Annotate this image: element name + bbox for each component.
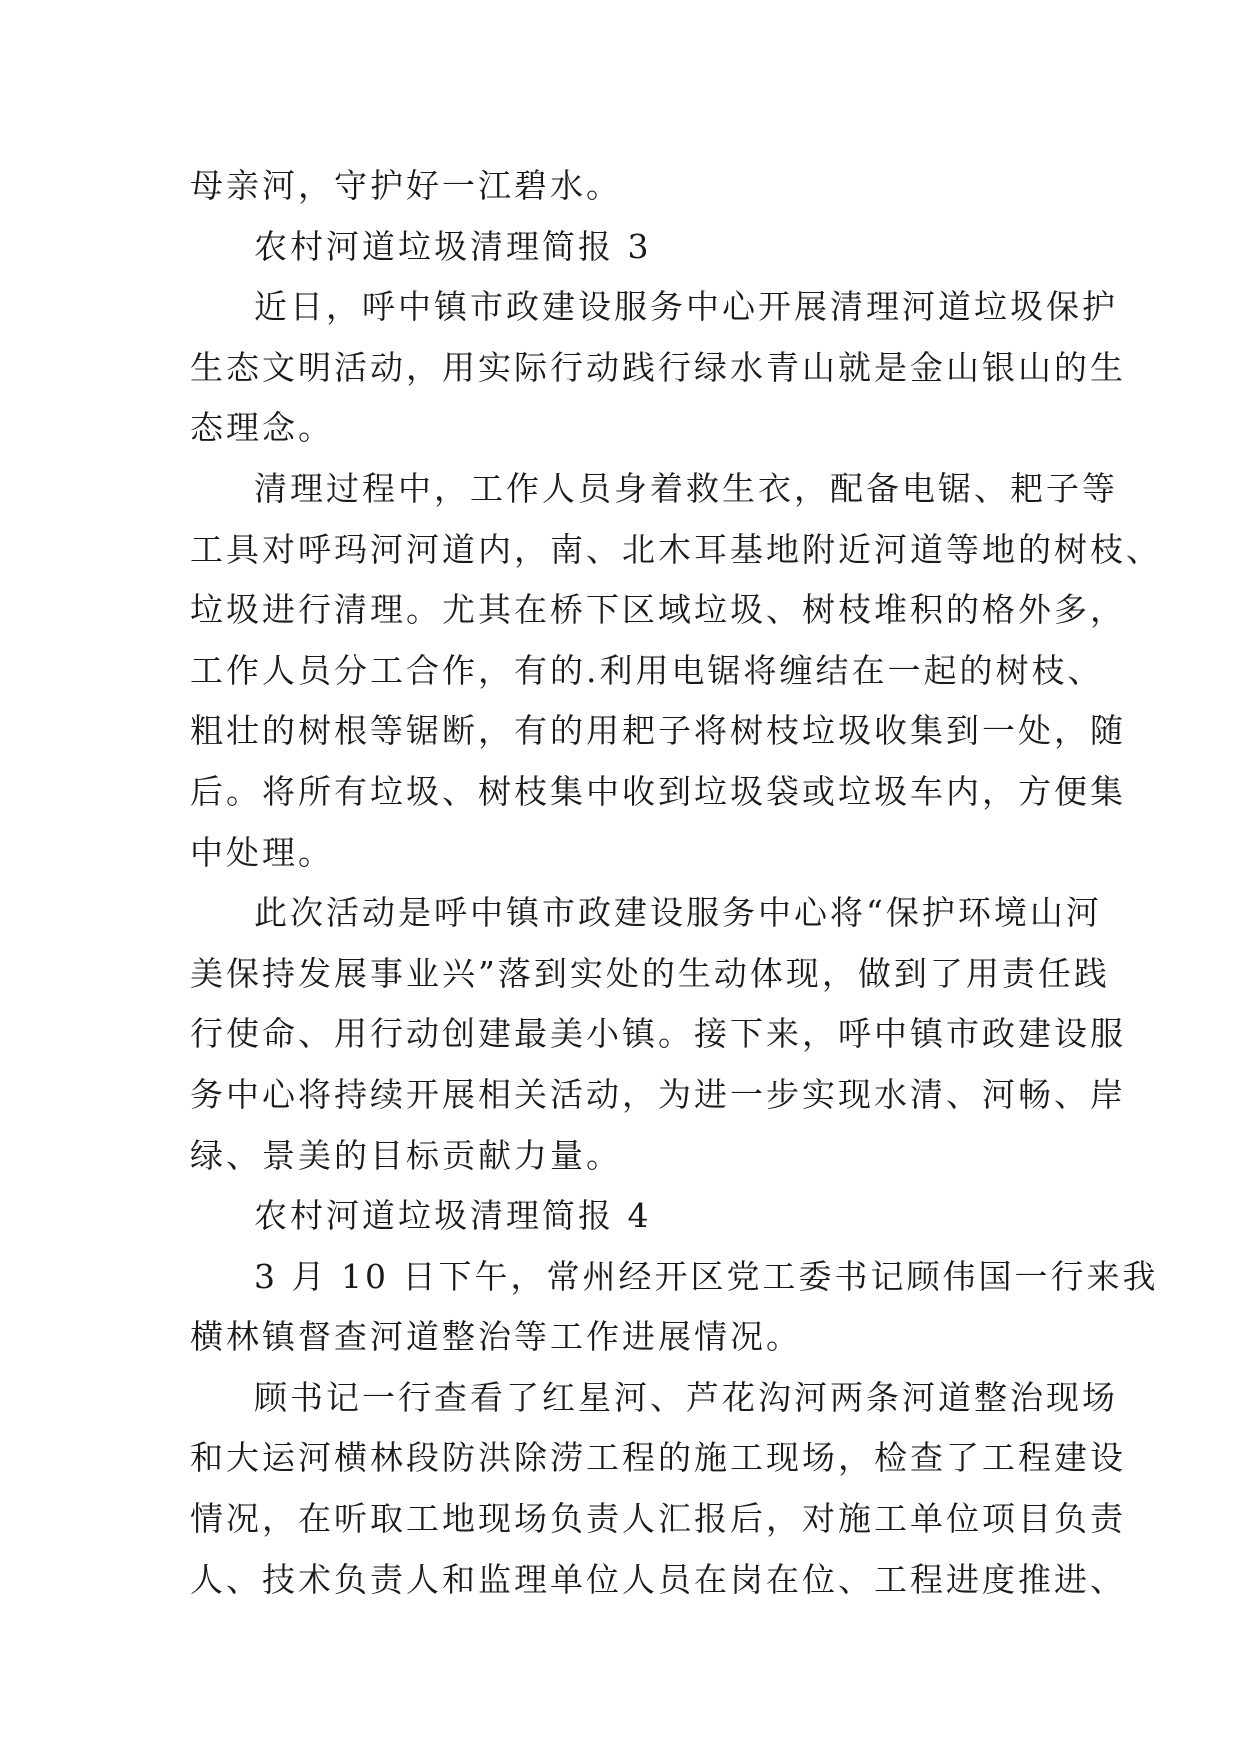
text-line: 垃圾进行清理。尤其在桥下区域垃圾、树枝堆积的格外多， [190, 590, 1126, 630]
text-line: 农村河道垃圾清理简报 3 [254, 226, 652, 266]
text-line: 此次活动是呼中镇市政建设服务中心将“保护环境山河 [254, 893, 1102, 933]
text-line: 务中心将持续开展相关活动，为进一步实现水清、河畅、岸 [190, 1074, 1126, 1114]
document-body [190, 156, 1162, 1610]
text-line: 工具对呼玛河河道内，南、北木耳基地附近河道等地的树枝、 [190, 529, 1162, 569]
text-line: 人、技术负责人和监理单位人员在岗在位、工程进度推进、 [190, 1559, 1126, 1599]
text-line: 和大运河横林段防洪除涝工程的施工现场，检查了工程建设 [190, 1438, 1126, 1478]
text-line: 美保持发展事业兴”落到实处的生动体现，做到了用责任践 [190, 953, 1110, 993]
text-line: 清理过程中，工作人员身着救生衣，配备电锯、耙子等 [254, 468, 1118, 508]
text-line: 生态文明活动，用实际行动践行绿水青山就是金山银山的生 [190, 347, 1126, 387]
text-line: 绿、景美的目标贡献力量。 [190, 1135, 622, 1175]
text-line: 近日，呼中镇市政建设服务中心开展清理河道垃圾保护 [254, 287, 1118, 327]
text-line: 后。将所有垃圾、树枝集中收到垃圾袋或垃圾车内，方便集 [190, 771, 1126, 811]
text-line: 顾书记一行查看了红星河、芦花沟河两条河道整治现场 [254, 1377, 1118, 1417]
text-line: 中处理。 [190, 832, 334, 872]
text-line: 3 月 10 日下午，常州经开区党工委书记顾伟国一行来我 [254, 1256, 1159, 1296]
text-line: 粗壮的树根等锯断，有的用耙子将树枝垃圾收集到一处，随 [190, 711, 1126, 751]
text-line: 行使命、用行动创建最美小镇。接下来，呼中镇市政建设服 [190, 1014, 1126, 1054]
text-line: 农村河道垃圾清理简报 4 [254, 1196, 652, 1236]
text-line: 工作人员分工合作，有的.利用电锯将缠结在一起的树枝、 [190, 650, 1104, 690]
text-line: 母亲河，守护好一江碧水。 [190, 166, 622, 205]
text-line: 态理念。 [190, 408, 334, 448]
text-line: 情况，在听取工地现场负责人汇报后，对施工单位项目负责 [190, 1499, 1126, 1539]
text-line: 横林镇督查河道整治等工作进展情况。 [190, 1317, 802, 1357]
